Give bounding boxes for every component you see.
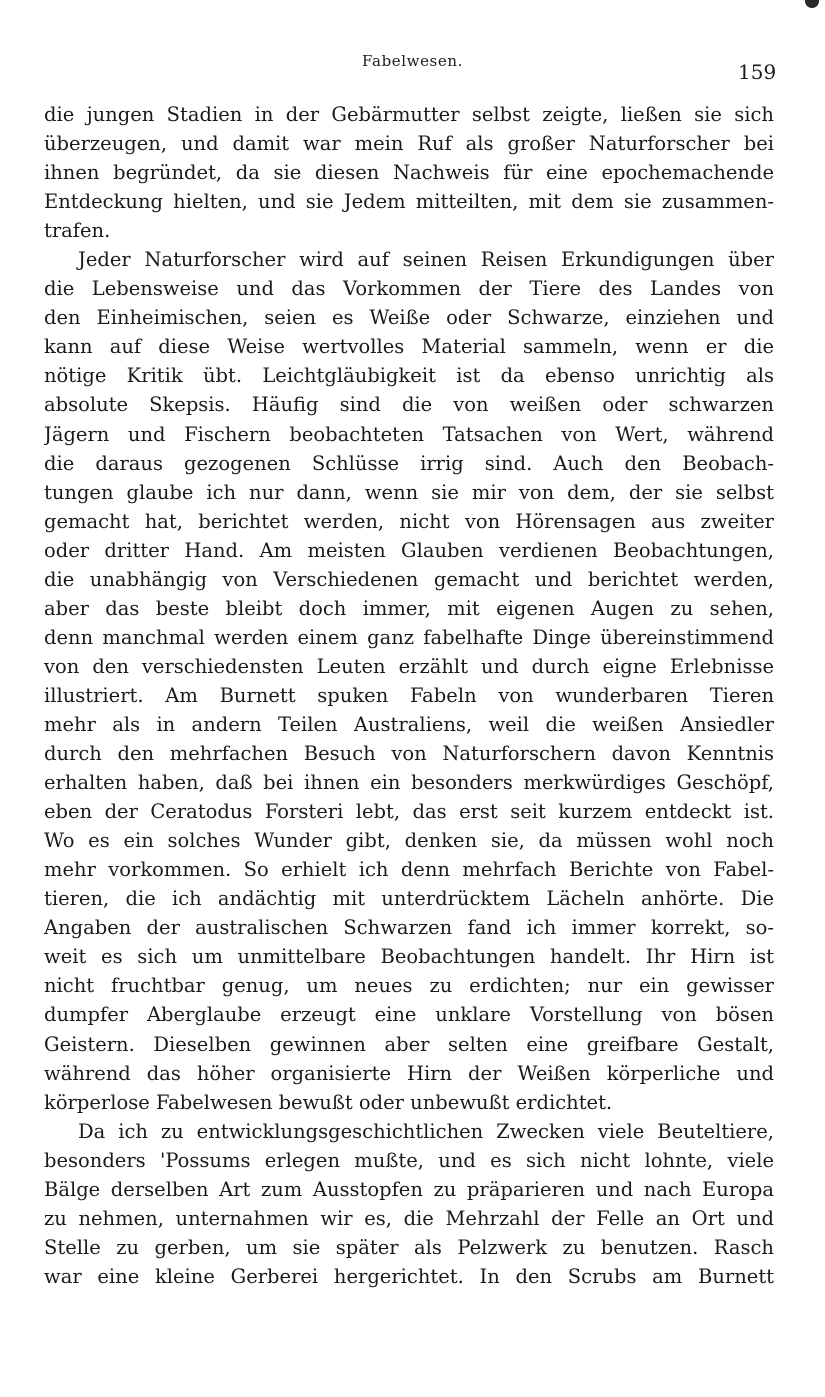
text-line: weit es sich um unmittelbare Beobachtungen handelt. Ihr Hirn ist	[44, 945, 774, 969]
paragraph-first-line: Jeder Naturforscher wird auf seinen Reisen Erkundigungen über	[78, 248, 774, 272]
text-line: die daraus gezogenen Schlüsse irrig sind. Auch den Beobach-	[44, 451, 774, 475]
text-line: zu nehmen, unternahmen wir es, die Mehrzahl der Felle an Ort und	[44, 1206, 774, 1230]
text-line: war eine kleine Gerberei hergerichtet. In den Scrubs am Burnett	[44, 1264, 774, 1288]
text-line: mehr als in andern Teilen Australiens, weil die weißen Ansiedler	[44, 712, 774, 736]
text-line: dumpfer Aberglaube erzeugt eine unklare Vorstellung von bösen	[44, 1003, 774, 1027]
text-line: Wo es ein solches Wunder gibt, denken sie, da müssen wohl noch	[44, 829, 774, 853]
text-line: absolute Skepsis. Häufig sind die von weißen oder schwarzen	[44, 393, 774, 417]
text-line: Geistern. Dieselben gewinnen aber selten eine greifbare Gestalt,	[44, 1032, 774, 1056]
text-line: Entdeckung hielten, und sie Jedem mitteilten, mit dem sie zusammen-	[44, 190, 774, 214]
text-line: durch den mehrfachen Besuch von Naturforschern davon Kenntnis	[44, 742, 774, 766]
text-line: eben der Ceratodus Forsteri lebt, das erst seit kurzem entdeckt ist.	[44, 800, 774, 824]
text-line: erhalten haben, daß bei ihnen ein besonders merkwürdiges Geschöpf,	[44, 771, 774, 795]
text-line: Jägern und Fischern beobachteten Tatsachen von Wert, während	[44, 422, 774, 446]
text-line: die jungen Stadien in der Gebärmutter selbst zeigte, ließen sie sich	[44, 103, 774, 126]
text-line: den Einheimischen, seien es Weiße oder Schwarze, einziehen und	[44, 306, 774, 330]
text-line: illustriert. Am Burnett spuken Fabeln von wunderbaren Tieren	[44, 683, 774, 707]
text-line: besonders 'Possums erlegen mußte, und es sich nicht lohnte, viele	[44, 1148, 774, 1172]
text-line: ihnen begründet, da sie diesen Nachweis für eine epochemachende	[44, 161, 774, 185]
text-line: während das höher organisierte Hirn der Weißen körperliche und	[44, 1061, 774, 1085]
text-line: trafen.	[44, 219, 111, 243]
paragraph-first-line: Da ich zu entwicklungsgeschichtlichen Zwecken viele Beuteltiere,	[78, 1119, 774, 1143]
text-line: von den verschiedensten Leuten erzählt und durch eigne Erlebnisse	[44, 654, 774, 678]
text-line: die Lebensweise und das Vorkommen der Tiere des Landes von	[44, 277, 774, 301]
running-title: Fabelwesen.	[362, 52, 463, 70]
text-line: überzeugen, und damit war mein Ruf als großer Naturforscher bei	[44, 132, 774, 156]
text-line: nicht fruchtbar genug, um neues zu erdichten; nur ein gewisser	[44, 974, 774, 998]
text-line: Stelle zu gerben, um sie später als Pelzwerk zu benutzen. Rasch	[44, 1235, 774, 1259]
text-line: mehr vorkommen. So erhielt ich denn mehrfach Berichte von Fabel-	[44, 858, 774, 882]
ink-spot	[805, 0, 819, 8]
text-line: gemacht hat, berichtet werden, nicht von Hörensagen aus zweiter	[44, 509, 774, 533]
text-line: Bälge derselben Art zum Ausstopfen zu präparieren und nach Europa	[44, 1177, 774, 1201]
text-line: die unabhängig von Verschiedenen gemacht und berichtet werden,	[44, 567, 774, 591]
text-line: oder dritter Hand. Am meisten Glauben verdienen Beobachtungen,	[44, 538, 774, 562]
text-line: tieren, die ich andächtig mit unterdrücktem Lächeln anhörte. Die	[44, 887, 774, 911]
text-line: kann auf diese Weise wertvolles Material sammeln, wenn er die	[44, 335, 774, 359]
text-line: aber das beste bleibt doch immer, mit eigenen Augen zu sehen,	[44, 596, 774, 620]
page-number: 159	[738, 60, 777, 84]
text-line: körperlose Fabelwesen bewußt oder unbewußt erdichtet.	[44, 1090, 613, 1114]
body-text	[44, 100, 774, 1291]
text-line: nötige Kritik übt. Leichtgläubigkeit ist da ebenso unrichtig als	[44, 364, 774, 388]
text-line: Angaben der australischen Schwarzen fand ich immer korrekt, so-	[44, 916, 774, 940]
text-line: denn manchmal werden einem ganz fabelhafte Dinge übereinstimmend	[44, 625, 774, 649]
text-line: tungen glaube ich nur dann, wenn sie mir von dem, der sie selbst	[44, 480, 774, 504]
